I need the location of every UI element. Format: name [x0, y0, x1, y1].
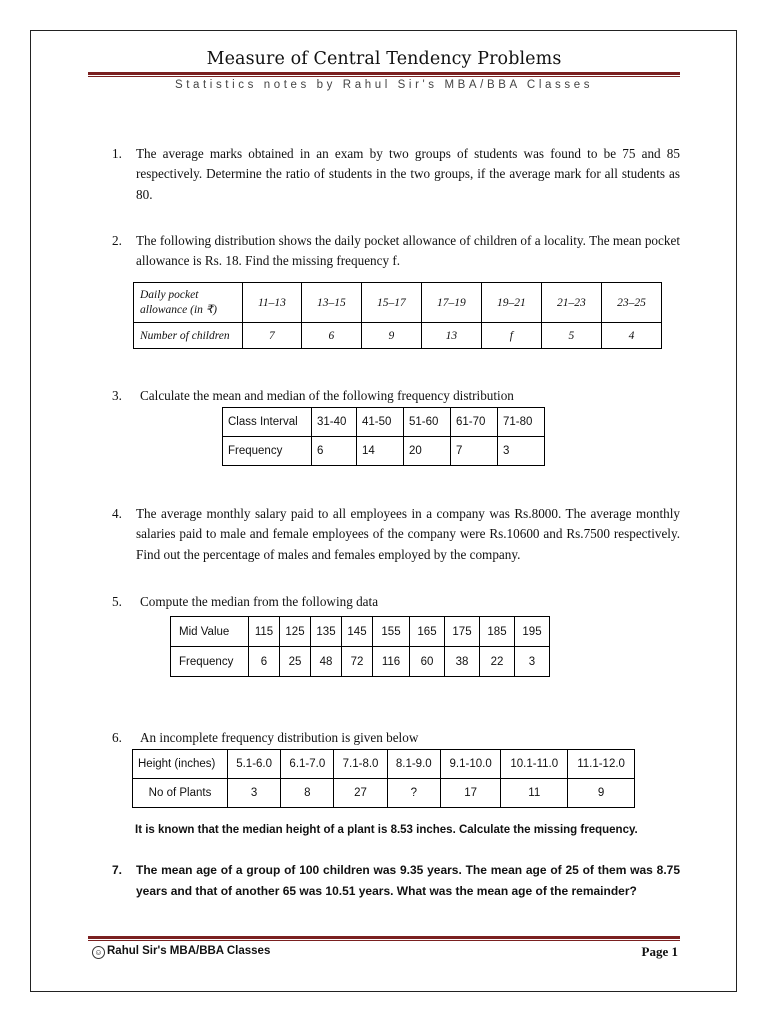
footer-brand-text: Rahul Sir's MBA/BBA Classes	[107, 945, 271, 957]
page-subtitle: Statistics notes by Rahul Sir's MBA/BBA Classes	[174, 79, 594, 91]
table-cell: 145	[342, 617, 373, 647]
table-cell: 3	[515, 647, 550, 677]
table-cell: 11.1-12.0	[568, 750, 635, 779]
table-row	[171, 647, 550, 677]
table-cell: 6	[249, 647, 280, 677]
row-header: No of Plants	[133, 779, 228, 808]
plant-height-table	[132, 749, 635, 808]
question-text: The following distribution shows the daily pocket allowance of children of a locality. The mean pocket allowance is Rs. 18. Find the missing frequency f.	[136, 233, 680, 269]
table-cell: 4	[601, 323, 661, 349]
table-cell: 21–23	[541, 283, 601, 323]
table-cell: 17	[440, 779, 500, 808]
table-cell: 3	[228, 779, 281, 808]
row-header: Number of children	[134, 323, 243, 349]
logo-icon: ☺	[92, 946, 105, 959]
table-cell: 11–13	[243, 283, 302, 323]
table-cell: 15–17	[361, 283, 421, 323]
footer-rule-bottom	[88, 940, 680, 941]
table-cell: 22	[480, 647, 515, 677]
table-row	[134, 283, 662, 323]
page-number: Page 1	[641, 944, 678, 959]
table-cell: 8.1-9.0	[387, 750, 440, 779]
table-cell: 38	[445, 647, 480, 677]
table-cell: ?	[387, 779, 440, 808]
table-cell: 7.1-8.0	[334, 750, 387, 779]
question-text: An incomplete frequency distribution is given below	[140, 730, 419, 745]
table-row	[223, 437, 545, 466]
row-header	[134, 283, 243, 323]
table-cell: 11	[501, 779, 568, 808]
table-cell: 8	[281, 779, 334, 808]
table-cell: 41-50	[357, 408, 404, 437]
table-cell: 7	[451, 437, 498, 466]
class-interval-table	[222, 407, 545, 466]
table-cell: 60	[410, 647, 445, 677]
table-cell: 51-60	[404, 408, 451, 437]
table-cell: 116	[373, 647, 410, 677]
row-header-line1: Daily pocket	[140, 288, 199, 301]
table-cell: 9.1-10.0	[440, 750, 500, 779]
table-cell: 48	[311, 647, 342, 677]
row-header: Frequency	[171, 647, 249, 677]
header-rule-bottom	[88, 76, 680, 77]
question-number: 5.	[112, 594, 122, 609]
table-cell: 5.1-6.0	[228, 750, 281, 779]
table-cell: 6	[312, 437, 357, 466]
question-number: 4.	[112, 506, 122, 521]
table-cell: 125	[280, 617, 311, 647]
question-number: 7.	[112, 863, 123, 877]
row-header: Mid Value	[171, 617, 249, 647]
question-6	[112, 728, 680, 748]
question-number: 1.	[112, 146, 122, 161]
table-cell: 27	[334, 779, 387, 808]
table-cell: 7	[243, 323, 302, 349]
question-text: The average marks obtained in an exam by two groups of students was found to be 75 and 85 respectively. Determine the ratio of students in the two groups, if the average mark for all students as 80.	[136, 146, 680, 202]
table-cell: 195	[515, 617, 550, 647]
mid-value-table	[170, 616, 550, 677]
table-cell: 115	[249, 617, 280, 647]
table-cell: 5	[541, 323, 601, 349]
table-row	[133, 779, 635, 808]
table-cell: 19–21	[481, 283, 541, 323]
table-cell: 72	[342, 647, 373, 677]
table-row	[171, 617, 550, 647]
table-row	[223, 408, 545, 437]
question-7	[112, 860, 680, 902]
question-4	[112, 504, 680, 565]
table-cell: 13	[421, 323, 481, 349]
table-row	[133, 750, 635, 779]
question-3	[112, 386, 680, 406]
table-row	[134, 323, 662, 349]
question-1	[112, 144, 680, 205]
question-number: 6.	[112, 730, 122, 745]
table-cell: 31-40	[312, 408, 357, 437]
question-5	[112, 592, 680, 612]
table-cell: 71-80	[498, 408, 545, 437]
table-cell: 3	[498, 437, 545, 466]
table-cell: 9	[361, 323, 421, 349]
table-cell: 13–15	[301, 283, 361, 323]
question-text: The average monthly salary paid to all employees in a company was Rs.8000. The average monthly salaries paid to male and female employees of the company were Rs.10600 and Rs.7500 respectively. Find out the percentage of males and females employed by the company.	[136, 506, 680, 562]
footer-rule-top	[88, 936, 680, 939]
table-cell: 10.1-11.0	[501, 750, 568, 779]
table-cell: 185	[480, 617, 515, 647]
table-cell: 25	[280, 647, 311, 677]
row-header-line2: allowance (in ₹)	[140, 303, 217, 316]
question-2	[112, 231, 680, 272]
table-cell: 155	[373, 617, 410, 647]
table-cell: 14	[357, 437, 404, 466]
table-cell: 6.1-7.0	[281, 750, 334, 779]
question-text: The mean age of a group of 100 children was 9.35 years. The mean age of 25 of them was 8.75 years and that of another 65 was 10.51 years. What was the mean age of the remainder?	[136, 863, 680, 898]
row-header: Frequency	[223, 437, 312, 466]
table-cell: 165	[410, 617, 445, 647]
question-6-note: It is known that the median height of a plant is 8.53 inches. Calculate the missing frequency.	[135, 824, 638, 836]
footer-brand	[92, 945, 270, 959]
question-number: 3.	[112, 388, 122, 403]
row-header: Class Interval	[223, 408, 312, 437]
table-cell: 175	[445, 617, 480, 647]
question-text: Calculate the mean and median of the following frequency distribution	[140, 388, 514, 403]
page-title: Measure of Central Tendency Problems	[206, 49, 562, 69]
question-number: 2.	[112, 233, 122, 248]
table-cell: 6	[301, 323, 361, 349]
row-header: Height (inches)	[133, 750, 228, 779]
table-cell: 23–25	[601, 283, 661, 323]
table-cell: 20	[404, 437, 451, 466]
table-cell: f	[481, 323, 541, 349]
table-cell: 9	[568, 779, 635, 808]
question-text: Compute the median from the following data	[140, 594, 379, 609]
table-cell: 61-70	[451, 408, 498, 437]
header-rule-top	[88, 72, 680, 75]
table-cell: 17–19	[421, 283, 481, 323]
pocket-allowance-table	[133, 282, 662, 349]
table-cell: 135	[311, 617, 342, 647]
